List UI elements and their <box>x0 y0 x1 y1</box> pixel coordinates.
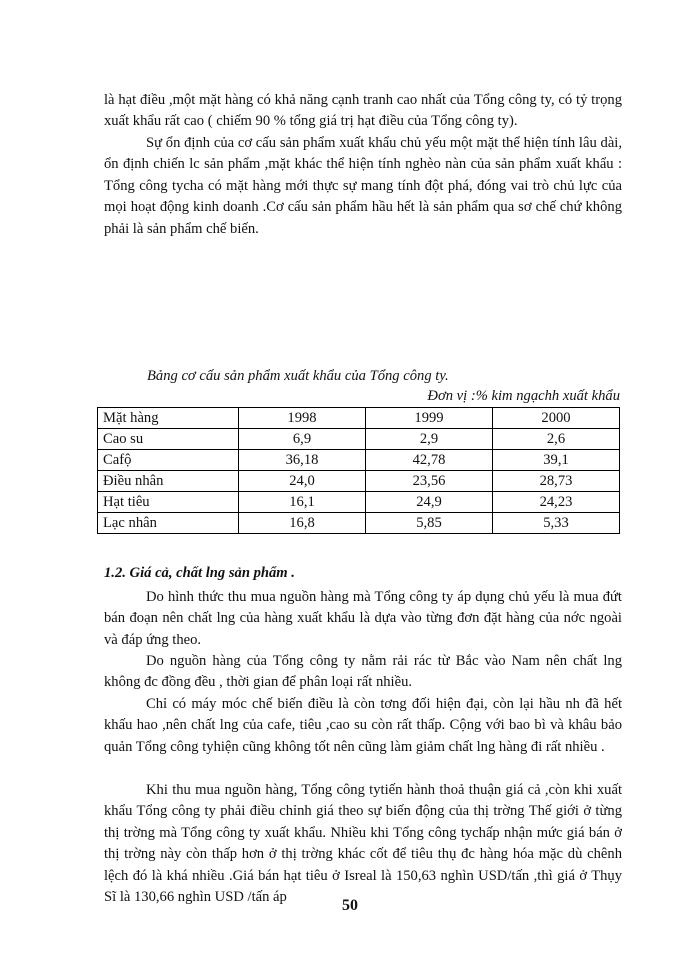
row-value: 24,0 <box>239 471 366 492</box>
section-paragraph-3: Chỉ có máy móc chế biến điều là còn tơng đối hiện đại, còn lại hầu nh đã hết khấu hao ,nên chất lng của cafe, tiêu ,cao su còn rất thấp. Cộng với bao bì và khâu bảo quản Tổng công tyhiện cũng không tốt nên cũng làm giảm chất lng hàng đi rất nhiều . <box>104 696 622 755</box>
row-value: 2,6 <box>493 429 620 450</box>
section-heading: 1.2. Giá cả, chất lng sản phẩm . <box>104 565 295 581</box>
intro-paragraph-1: là hạt điều ,một mặt hàng có khả năng cạnh tranh cao nhất của Tổng công ty, có tỷ trọng xuất khẩu rất cao ( chiếm 90 % tổng giá trị hạt điều của Tổng công ty). <box>104 92 622 130</box>
row-value: 23,56 <box>366 471 493 492</box>
table-row <box>98 450 620 471</box>
table-row <box>98 471 620 492</box>
table-caption: Bảng cơ cấu sản phẩm xuất khẩu của Tổng công ty. <box>147 368 449 384</box>
page-number: 50 <box>342 897 358 914</box>
section-paragraph-4: Khi thu mua nguồn hàng, Tổng công tytiến hành thoả thuận giá cả ,còn khi xuất khẩu Tổng công ty phải điều chỉnh giá theo sự biến động của thị trờng Thế giới ở từng thị trờng mà Tổng công ty xuất khẩu. Nhiều khi Tổng công tychấp nhận mức giá bán ở thị trờng này còn thấp hơn ở thị trờng khác cốt để tiêu thụ đc hàng hóa mặc dù chênh lệch đó là khá nhiều .Giá bán hạt tiêu ở Isreal là 150,63 nghìn USD/tấn ,thì giá ở Thụy Sĩ là 130,66 nghìn USD /tấn áp <box>104 782 622 906</box>
row-value: 5,85 <box>366 513 493 534</box>
row-value: 28,73 <box>493 471 620 492</box>
header-cell-item: Mặt hàng <box>98 408 239 429</box>
header-cell-2000: 2000 <box>493 408 620 429</box>
row-value: 42,78 <box>366 450 493 471</box>
table-row <box>98 492 620 513</box>
header-cell-1999: 1999 <box>366 408 493 429</box>
table-header-row <box>98 408 620 429</box>
row-value: 39,1 <box>493 450 620 471</box>
row-label: Cafộ <box>98 450 239 471</box>
row-label: Hạt tiêu <box>98 492 239 513</box>
section-paragraph-1: Do hình thức thu mua nguồn hàng mà Tổng công ty áp dụng chủ yếu là mua đứt bán đoạn nên chất lng của hàng xuất khẩu là dựa vào từng đơn đặt hàng của nớc ngoài và đáp ứng theo. <box>104 589 622 648</box>
row-label: Lạc nhân <box>98 513 239 534</box>
row-value: 5,33 <box>493 513 620 534</box>
export-structure-table <box>97 407 620 534</box>
row-label: Điều nhân <box>98 471 239 492</box>
row-value: 24,9 <box>366 492 493 513</box>
row-value: 24,23 <box>493 492 620 513</box>
header-cell-1998: 1998 <box>239 408 366 429</box>
row-value: 6,9 <box>239 429 366 450</box>
row-label: Cao su <box>98 429 239 450</box>
row-value: 16,1 <box>239 492 366 513</box>
table-row <box>98 429 620 450</box>
row-value: 36,18 <box>239 450 366 471</box>
row-value: 16,8 <box>239 513 366 534</box>
table-row <box>98 513 620 534</box>
intro-paragraph-2: Sự ổn định của cơ cấu sản phẩm xuất khẩu chủ yếu một mặt thể hiện tính lâu dài, ổn định chiến lc sản phẩm ,mặt khác thể hiện tính nghèo nàn của sản phẩm xuất khẩu : Tổng công tycha có mặt hàng mới thực sự mang tính đột phá, đóng vai trò chủ lực của mọi hoạt động kinh doanh .Cơ cấu sản phẩm hầu hết là sản phẩm qua sơ chế chứ không phải là sản phẩm chế biến. <box>104 135 622 237</box>
section-paragraph-2: Do nguồn hàng của Tổng công ty nằm rải rác từ Bắc vào Nam nên chất lng không đc đồng đều , thời gian để phân loại rất nhiều. <box>104 653 622 691</box>
table-unit-note: Đơn vị :% kim ngạchh xuất khẩu <box>427 388 620 404</box>
row-value: 2,9 <box>366 429 493 450</box>
